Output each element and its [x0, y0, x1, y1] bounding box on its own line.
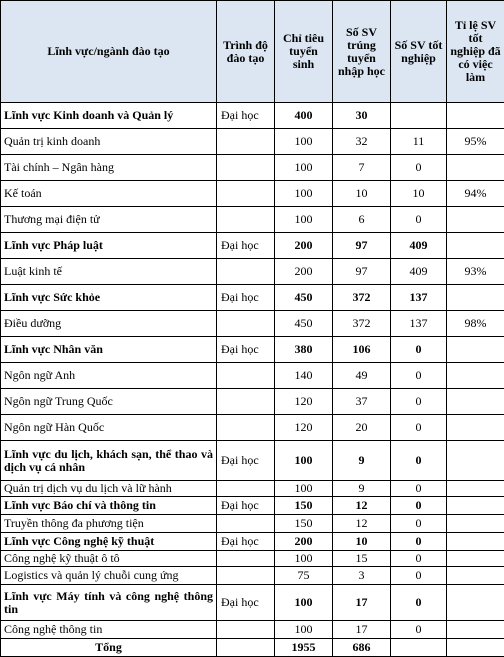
- row-level: Đại học: [217, 533, 275, 551]
- row-level: [217, 389, 275, 415]
- major-row: [1, 207, 504, 233]
- row-admitted: 372: [333, 311, 391, 337]
- row-name: Lĩnh vực Sức khỏe: [1, 285, 217, 311]
- major-row: [1, 181, 504, 207]
- row-employed: [447, 103, 504, 129]
- row-name: Thương mại điện tử: [1, 207, 217, 233]
- row-graduated: [391, 103, 447, 129]
- row-graduated: 0: [391, 207, 447, 233]
- row-graduated: 0: [391, 441, 447, 481]
- row-graduated: 0: [391, 481, 447, 497]
- row-employed: 93%: [447, 259, 504, 285]
- total-graduated: [391, 639, 447, 657]
- row-employed: [447, 551, 504, 567]
- table-body: [1, 103, 504, 657]
- total-row: [1, 639, 504, 657]
- row-graduated: 0: [391, 155, 447, 181]
- row-quota: 150: [275, 497, 333, 515]
- row-level: [217, 567, 275, 585]
- total-level: [217, 639, 275, 657]
- row-quota: 100: [275, 181, 333, 207]
- row-admitted: 12: [333, 497, 391, 515]
- row-quota: 140: [275, 363, 333, 389]
- row-employed: [447, 481, 504, 497]
- header-employed: Tỉ lệ SV tốt nghiệp đã có việc làm: [447, 1, 504, 103]
- row-graduated: 10: [391, 181, 447, 207]
- row-level: Đại học: [217, 497, 275, 515]
- row-level: [217, 129, 275, 155]
- row-graduated: 0: [391, 337, 447, 363]
- row-level: [217, 259, 275, 285]
- field-row: [1, 585, 504, 621]
- major-row: [1, 515, 504, 533]
- row-admitted: 49: [333, 363, 391, 389]
- row-level: [217, 551, 275, 567]
- row-graduated: 0: [391, 567, 447, 585]
- total-label: Tổng: [1, 639, 217, 657]
- total-quota: 1955: [275, 639, 333, 657]
- row-quota: 450: [275, 311, 333, 337]
- row-name: Luật kinh tế: [1, 259, 217, 285]
- row-quota: 200: [275, 259, 333, 285]
- row-graduated: 0: [391, 585, 447, 621]
- row-quota: 380: [275, 337, 333, 363]
- row-admitted: 97: [333, 233, 391, 259]
- row-level: Đại học: [217, 233, 275, 259]
- row-quota: 120: [275, 415, 333, 441]
- row-employed: [447, 285, 504, 311]
- row-graduated: 0: [391, 363, 447, 389]
- row-admitted: 7: [333, 155, 391, 181]
- row-admitted: 9: [333, 481, 391, 497]
- row-graduated: 0: [391, 415, 447, 441]
- row-admitted: 10: [333, 181, 391, 207]
- row-quota: 200: [275, 533, 333, 551]
- total-employed: [447, 639, 504, 657]
- row-name: Công nghệ kỹ thuật ô tô: [1, 551, 217, 567]
- row-name: Ngôn ngữ Hàn Quốc: [1, 415, 217, 441]
- field-row: [1, 533, 504, 551]
- header-admitted: Số SV trúng tuyển nhập học: [333, 1, 391, 103]
- row-level: Đại học: [217, 103, 275, 129]
- row-name: Lĩnh vực Kinh doanh và Quản lý: [1, 103, 217, 129]
- row-employed: [447, 363, 504, 389]
- major-row: [1, 311, 504, 337]
- row-level: [217, 311, 275, 337]
- header-field: Lĩnh vực/ngành đào tạo: [1, 1, 217, 103]
- row-graduated: 0: [391, 621, 447, 639]
- row-quota: 100: [275, 621, 333, 639]
- row-quota: 100: [275, 585, 333, 621]
- row-employed: [447, 567, 504, 585]
- row-quota: 400: [275, 103, 333, 129]
- row-name: Tài chính – Ngân hàng: [1, 155, 217, 181]
- row-quota: 100: [275, 207, 333, 233]
- row-name: Lĩnh vực Pháp luật: [1, 233, 217, 259]
- row-admitted: 15: [333, 551, 391, 567]
- major-row: [1, 129, 504, 155]
- row-name: Kế toán: [1, 181, 217, 207]
- row-employed: [447, 337, 504, 363]
- field-row: [1, 497, 504, 515]
- field-row: [1, 233, 504, 259]
- major-row: [1, 155, 504, 181]
- row-admitted: 30: [333, 103, 391, 129]
- row-name: Công nghệ thông tin: [1, 621, 217, 639]
- major-row: [1, 551, 504, 567]
- row-graduated: 137: [391, 285, 447, 311]
- major-row: [1, 567, 504, 585]
- row-admitted: 12: [333, 515, 391, 533]
- row-employed: [447, 515, 504, 533]
- row-name: Lĩnh vực Báo chí và thông tin: [1, 497, 217, 515]
- header-graduated: Số SV tốt nghiệp: [391, 1, 447, 103]
- row-name: Lĩnh vực Nhân văn: [1, 337, 217, 363]
- row-level: Đại học: [217, 337, 275, 363]
- row-level: [217, 363, 275, 389]
- row-admitted: 6: [333, 207, 391, 233]
- field-row: [1, 103, 504, 129]
- row-graduated: 0: [391, 497, 447, 515]
- row-name: Ngôn ngữ Trung Quốc: [1, 389, 217, 415]
- row-graduated: 137: [391, 311, 447, 337]
- row-name: Lĩnh vực Máy tính và công nghệ thông tin: [1, 585, 217, 621]
- row-level: [217, 515, 275, 533]
- row-quota: 100: [275, 441, 333, 481]
- row-employed: 95%: [447, 129, 504, 155]
- row-level: [217, 155, 275, 181]
- row-graduated: 0: [391, 533, 447, 551]
- row-name: Lĩnh vực du lịch, khách sạn, thể thao và dịch vụ cá nhân: [1, 441, 217, 481]
- row-quota: 100: [275, 551, 333, 567]
- row-quota: 120: [275, 389, 333, 415]
- row-admitted: 106: [333, 337, 391, 363]
- row-level: Đại học: [217, 585, 275, 621]
- row-employed: [447, 207, 504, 233]
- row-quota: 450: [275, 285, 333, 311]
- row-quota: 150: [275, 515, 333, 533]
- row-graduated: 0: [391, 515, 447, 533]
- field-row: [1, 337, 504, 363]
- row-quota: 100: [275, 155, 333, 181]
- field-row: [1, 441, 504, 481]
- row-employed: [447, 389, 504, 415]
- row-level: [217, 181, 275, 207]
- row-admitted: 32: [333, 129, 391, 155]
- row-employed: [447, 585, 504, 621]
- row-admitted: 37: [333, 389, 391, 415]
- row-quota: 100: [275, 481, 333, 497]
- row-name: Ngôn ngữ Anh: [1, 363, 217, 389]
- row-admitted: 20: [333, 415, 391, 441]
- row-employed: [447, 155, 504, 181]
- row-graduated: 409: [391, 259, 447, 285]
- row-graduated: 11: [391, 129, 447, 155]
- row-name: Truyền thông đa phương tiện: [1, 515, 217, 533]
- row-name: Logistics và quản lý chuỗi cung ứng: [1, 567, 217, 585]
- row-level: Đại học: [217, 441, 275, 481]
- row-employed: 98%: [447, 311, 504, 337]
- major-row: [1, 259, 504, 285]
- row-admitted: 10: [333, 533, 391, 551]
- row-level: Đại học: [217, 285, 275, 311]
- row-employed: [447, 533, 504, 551]
- row-quota: 100: [275, 129, 333, 155]
- row-admitted: 17: [333, 621, 391, 639]
- header-level: Trình độ đào tạo: [217, 1, 275, 103]
- row-employed: [447, 441, 504, 481]
- row-graduated: 409: [391, 233, 447, 259]
- header-quota: Chỉ tiêu tuyển sinh: [275, 1, 333, 103]
- row-name: Quản trị kinh doanh: [1, 129, 217, 155]
- row-graduated: 0: [391, 551, 447, 567]
- row-name: Quản trị dịch vụ du lịch và lữ hành: [1, 481, 217, 497]
- row-quota: 200: [275, 233, 333, 259]
- row-employed: 94%: [447, 181, 504, 207]
- row-level: [217, 207, 275, 233]
- major-row: [1, 415, 504, 441]
- row-quota: 75: [275, 567, 333, 585]
- row-admitted: 97: [333, 259, 391, 285]
- row-level: [217, 415, 275, 441]
- major-row: [1, 389, 504, 415]
- total-admitted: 686: [333, 639, 391, 657]
- major-row: [1, 363, 504, 389]
- row-admitted: 9: [333, 441, 391, 481]
- row-employed: [447, 415, 504, 441]
- row-admitted: 17: [333, 585, 391, 621]
- row-level: [217, 481, 275, 497]
- row-name: Điều dưỡng: [1, 311, 217, 337]
- major-row: [1, 481, 504, 497]
- field-row: [1, 285, 504, 311]
- header-row: [1, 1, 504, 103]
- row-employed: [447, 233, 504, 259]
- row-employed: [447, 497, 504, 515]
- row-admitted: 3: [333, 567, 391, 585]
- row-admitted: 372: [333, 285, 391, 311]
- row-name: Lĩnh vực Công nghệ kỹ thuật: [1, 533, 217, 551]
- row-graduated: 0: [391, 389, 447, 415]
